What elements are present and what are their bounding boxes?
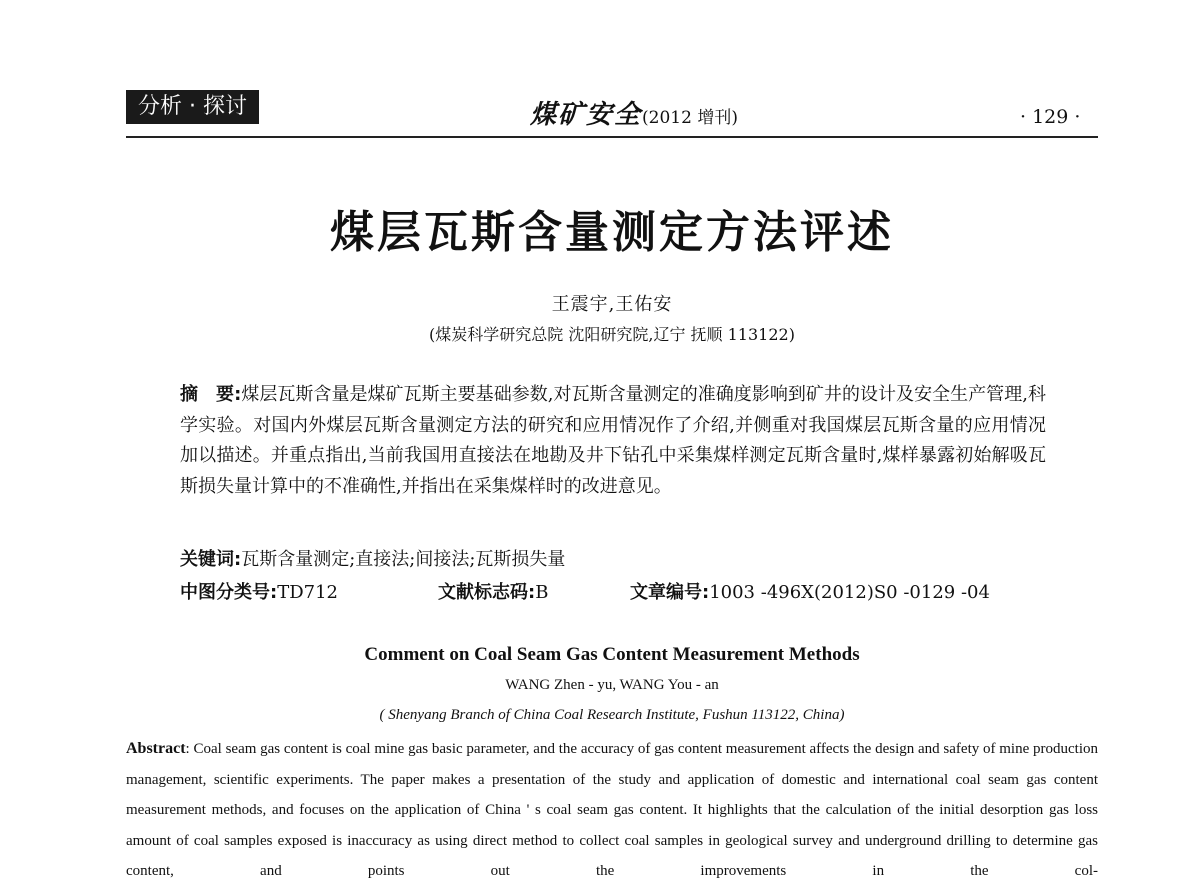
article-id-label: 文章编号: — [630, 582, 710, 603]
document-code — [438, 578, 548, 604]
journal-title — [530, 94, 738, 131]
clc-number — [180, 578, 338, 604]
header-rule — [126, 136, 1098, 138]
keywords-label: 关键词: — [180, 549, 242, 570]
chinese-title: 煤层瓦斯含量测定方法评述 — [330, 207, 894, 258]
english-authors: WANG Zhen - yu, WANG You - an — [505, 677, 719, 693]
section-badge: 分析 · 探讨 — [126, 90, 259, 124]
english-affiliation: ( Shenyang Branch of China Coal Research Institute, Fushun 113122, China) — [379, 707, 845, 723]
journal-name: 煤矿安全 — [530, 100, 643, 130]
article-id — [630, 578, 990, 604]
clc-value: TD712 — [277, 582, 338, 603]
doc-code-label: 文献标志码: — [438, 582, 536, 603]
article-id-value: 1003 -496X(2012)S0 -0129 -04 — [709, 582, 990, 603]
clc-label: 中图分类号: — [180, 582, 278, 603]
keywords — [180, 545, 1046, 571]
chinese-affiliation: (煤炭科学研究总院 沈阳研究院,辽宁 抚顺 113122) — [429, 325, 795, 344]
keywords-text: 瓦斯含量测定;直接法;间接法;瓦斯损失量 — [241, 549, 566, 570]
english-title: Comment on Coal Seam Gas Content Measurement Methods — [364, 644, 860, 665]
english-abstract-text: : Coal seam gas content is coal mine gas basic parameter, and the accuracy of gas content measurement affects the design and safety of mine production management, scientific experiments. The paper makes a presentation of the study and application of domestic and international coal seam gas content measurement methods, and focuses on the application of China ' s coal seam gas content. It highlights that the calculation of the initial desorption gas loss amount of coal samples exposed is inaccuracy as using direct method to collect coal samples in geological survey and underground drilling to determine gas content, and points out the improvements in the col- — [126, 741, 1098, 879]
english-abstract — [126, 734, 1098, 887]
journal-issue: (2012 增刊) — [642, 108, 738, 128]
chinese-abstract-label: 摘 要: — [180, 384, 242, 405]
chinese-authors: 王震宇,王佑安 — [551, 294, 673, 315]
chinese-abstract-text: 煤层瓦斯含量是煤矿瓦斯主要基础参数,对瓦斯含量测定的准确度影响到矿井的设计及安全生产管理,科学实验。对国内外煤层瓦斯含量测定方法的研究和应用情况作了介绍,并侧重对我国煤层瓦斯含量的应用情况加以描述。并重点指出,当前我国用直接法在地勘及井下钻孔中采集煤样测定瓦斯含量时,煤样暴露初始解吸瓦斯损失量计算中的不准确性,并指出在采集煤样时的改进意见。 — [180, 384, 1046, 497]
doc-code-value: B — [535, 582, 549, 603]
page-number: · 129 · — [1020, 106, 1081, 128]
english-abstract-label: Abstract — [126, 740, 186, 757]
chinese-abstract — [180, 380, 1046, 502]
